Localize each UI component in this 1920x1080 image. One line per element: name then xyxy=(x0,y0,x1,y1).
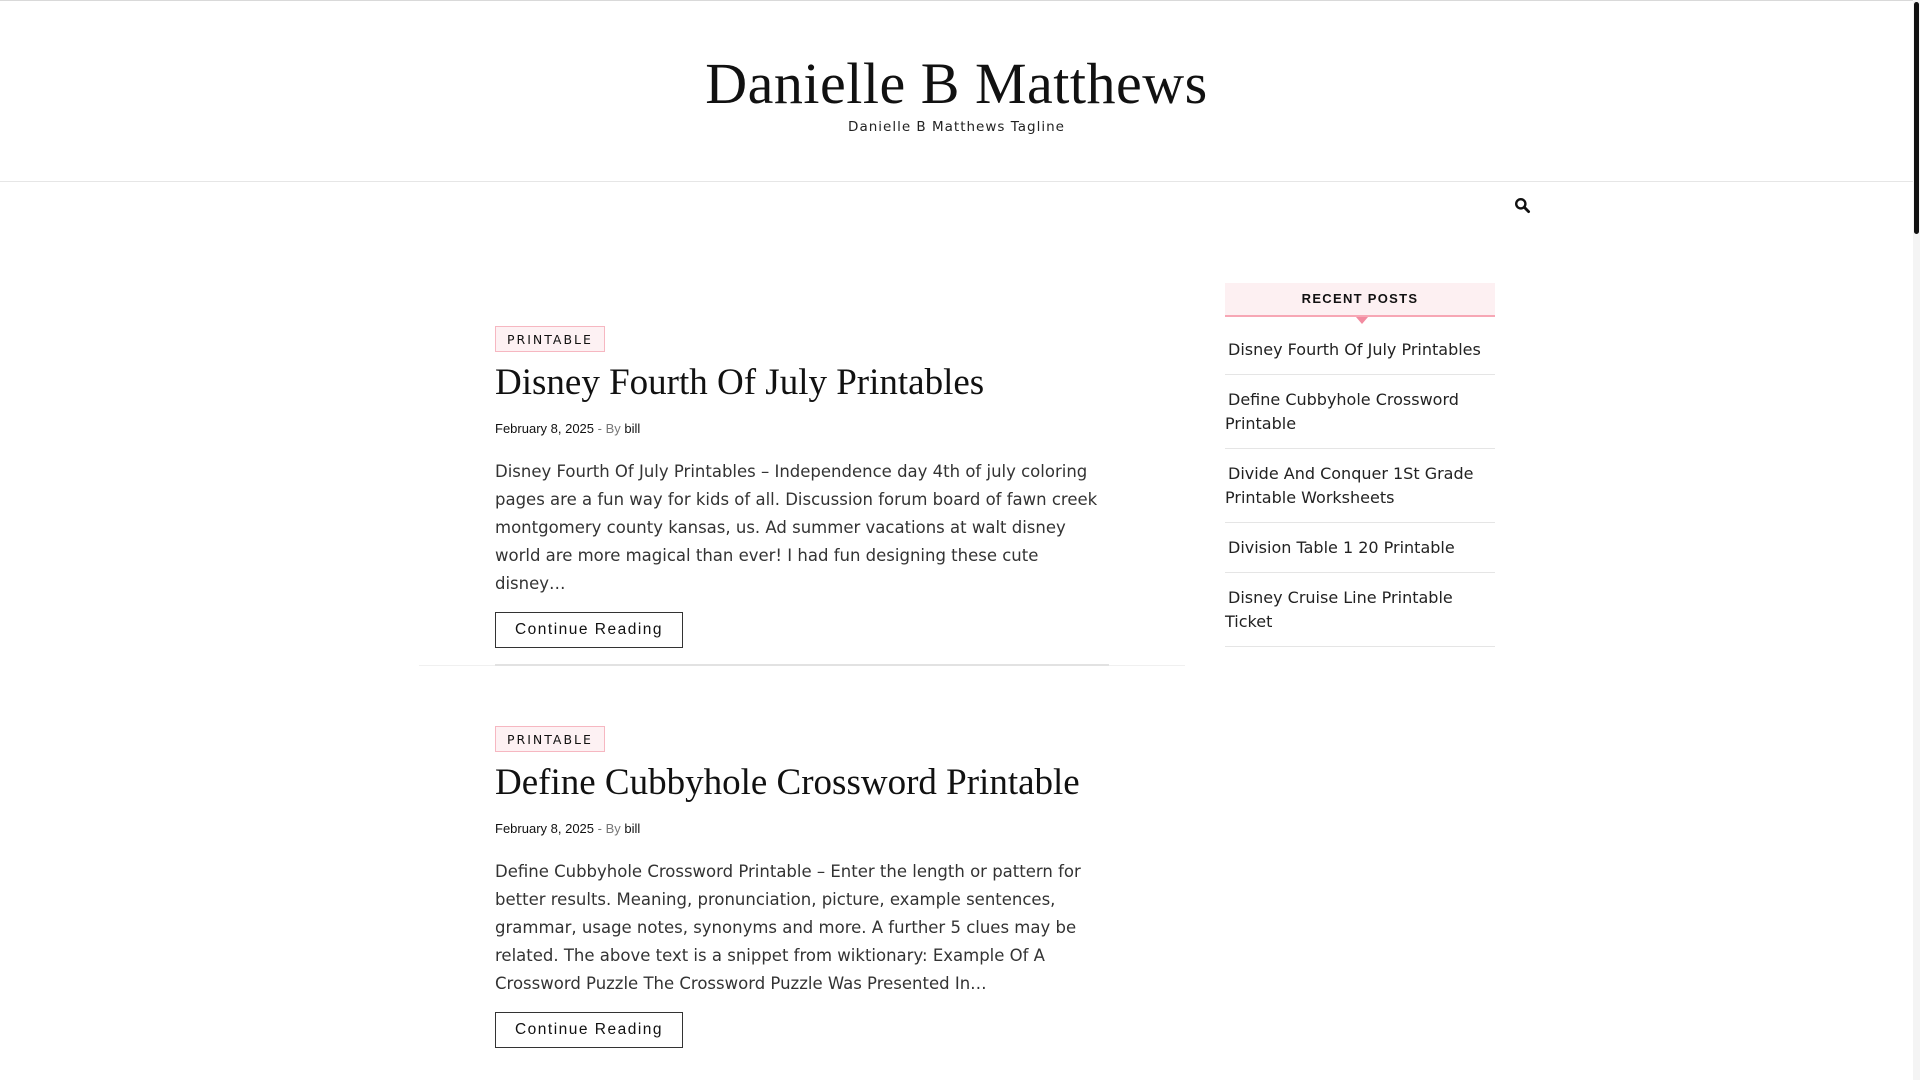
recent-posts-list xyxy=(1225,325,1495,647)
continue-reading-button[interactable]: Continue Reading xyxy=(495,612,683,648)
nav-bar xyxy=(0,183,1913,227)
recent-post-label[interactable]: Define Cubbyhole Crossword Printable xyxy=(1225,390,1459,433)
search-icon[interactable] xyxy=(1514,197,1531,214)
recent-post-label[interactable]: Disney Cruise Line Printable Ticket xyxy=(1225,588,1453,631)
recent-post-label[interactable]: Divide And Conquer 1St Grade Printable Worksheets xyxy=(1225,464,1474,507)
recent-post-label[interactable]: Division Table 1 20 Printable xyxy=(1228,538,1455,557)
post-card xyxy=(495,726,1111,1048)
recent-post-link[interactable] xyxy=(1225,375,1495,449)
post-excerpt: Define Cubbyhole Crossword Printable – Enter the length or pattern for better results. Meaning, pronunciation, picture, example sentences, grammar, usage notes, synonyms and more. A further 5 clues may be related. The above text is a snippet from wiktionary: Example Of A Crossword Puzzle The Crossword Puzzle Was Presented In… xyxy=(495,862,1081,993)
scrollbar[interactable] xyxy=(1913,0,1920,1080)
site-header xyxy=(0,1,1913,182)
post-by-label: - By xyxy=(597,821,621,836)
recent-post-label[interactable]: Disney Fourth Of July Printables xyxy=(1228,340,1481,359)
post-author[interactable]: bill xyxy=(624,821,641,836)
post-date[interactable]: February 8, 2025 xyxy=(495,821,595,836)
post-title[interactable]: Define Cubbyhole Crossword Printable xyxy=(495,762,1080,803)
post-meta xyxy=(495,821,1111,836)
recent-post-link[interactable] xyxy=(1225,449,1495,523)
caret-down-icon xyxy=(1356,317,1368,324)
scrollbar-thumb[interactable] xyxy=(1914,2,1919,234)
post-author[interactable]: bill xyxy=(624,421,641,436)
post-divider-accent xyxy=(495,664,1109,666)
recent-post-link[interactable] xyxy=(1225,325,1495,375)
post-card xyxy=(495,326,1111,648)
category-badge[interactable]: PRINTABLE xyxy=(495,326,605,352)
recent-posts-heading xyxy=(1225,283,1495,317)
widget-title-label: RECENT POSTS xyxy=(1301,291,1419,306)
post-by-label: - By xyxy=(597,421,621,436)
category-badge[interactable]: PRINTABLE xyxy=(495,726,605,752)
recent-post-link[interactable] xyxy=(1225,523,1495,573)
sidebar xyxy=(1225,283,1495,647)
site-tagline: Danielle B Matthews Tagline xyxy=(848,119,1065,135)
post-excerpt: Disney Fourth Of July Printables – Independence day 4th of july coloring pages are a fun way for kids of all. Discussion forum board of fawn creek montgomery county kansas, us. Ad summer vacations at walt disney world are more magical than ever! I had fun designing these cute disney… xyxy=(495,462,1098,593)
post-date[interactable]: February 8, 2025 xyxy=(495,421,595,436)
site-title[interactable]: Danielle B Matthews xyxy=(705,51,1208,116)
continue-reading-button[interactable]: Continue Reading xyxy=(495,1012,683,1048)
recent-post-link[interactable] xyxy=(1225,573,1495,647)
post-title[interactable]: Disney Fourth Of July Printables xyxy=(495,362,985,403)
post-meta xyxy=(495,421,1111,436)
